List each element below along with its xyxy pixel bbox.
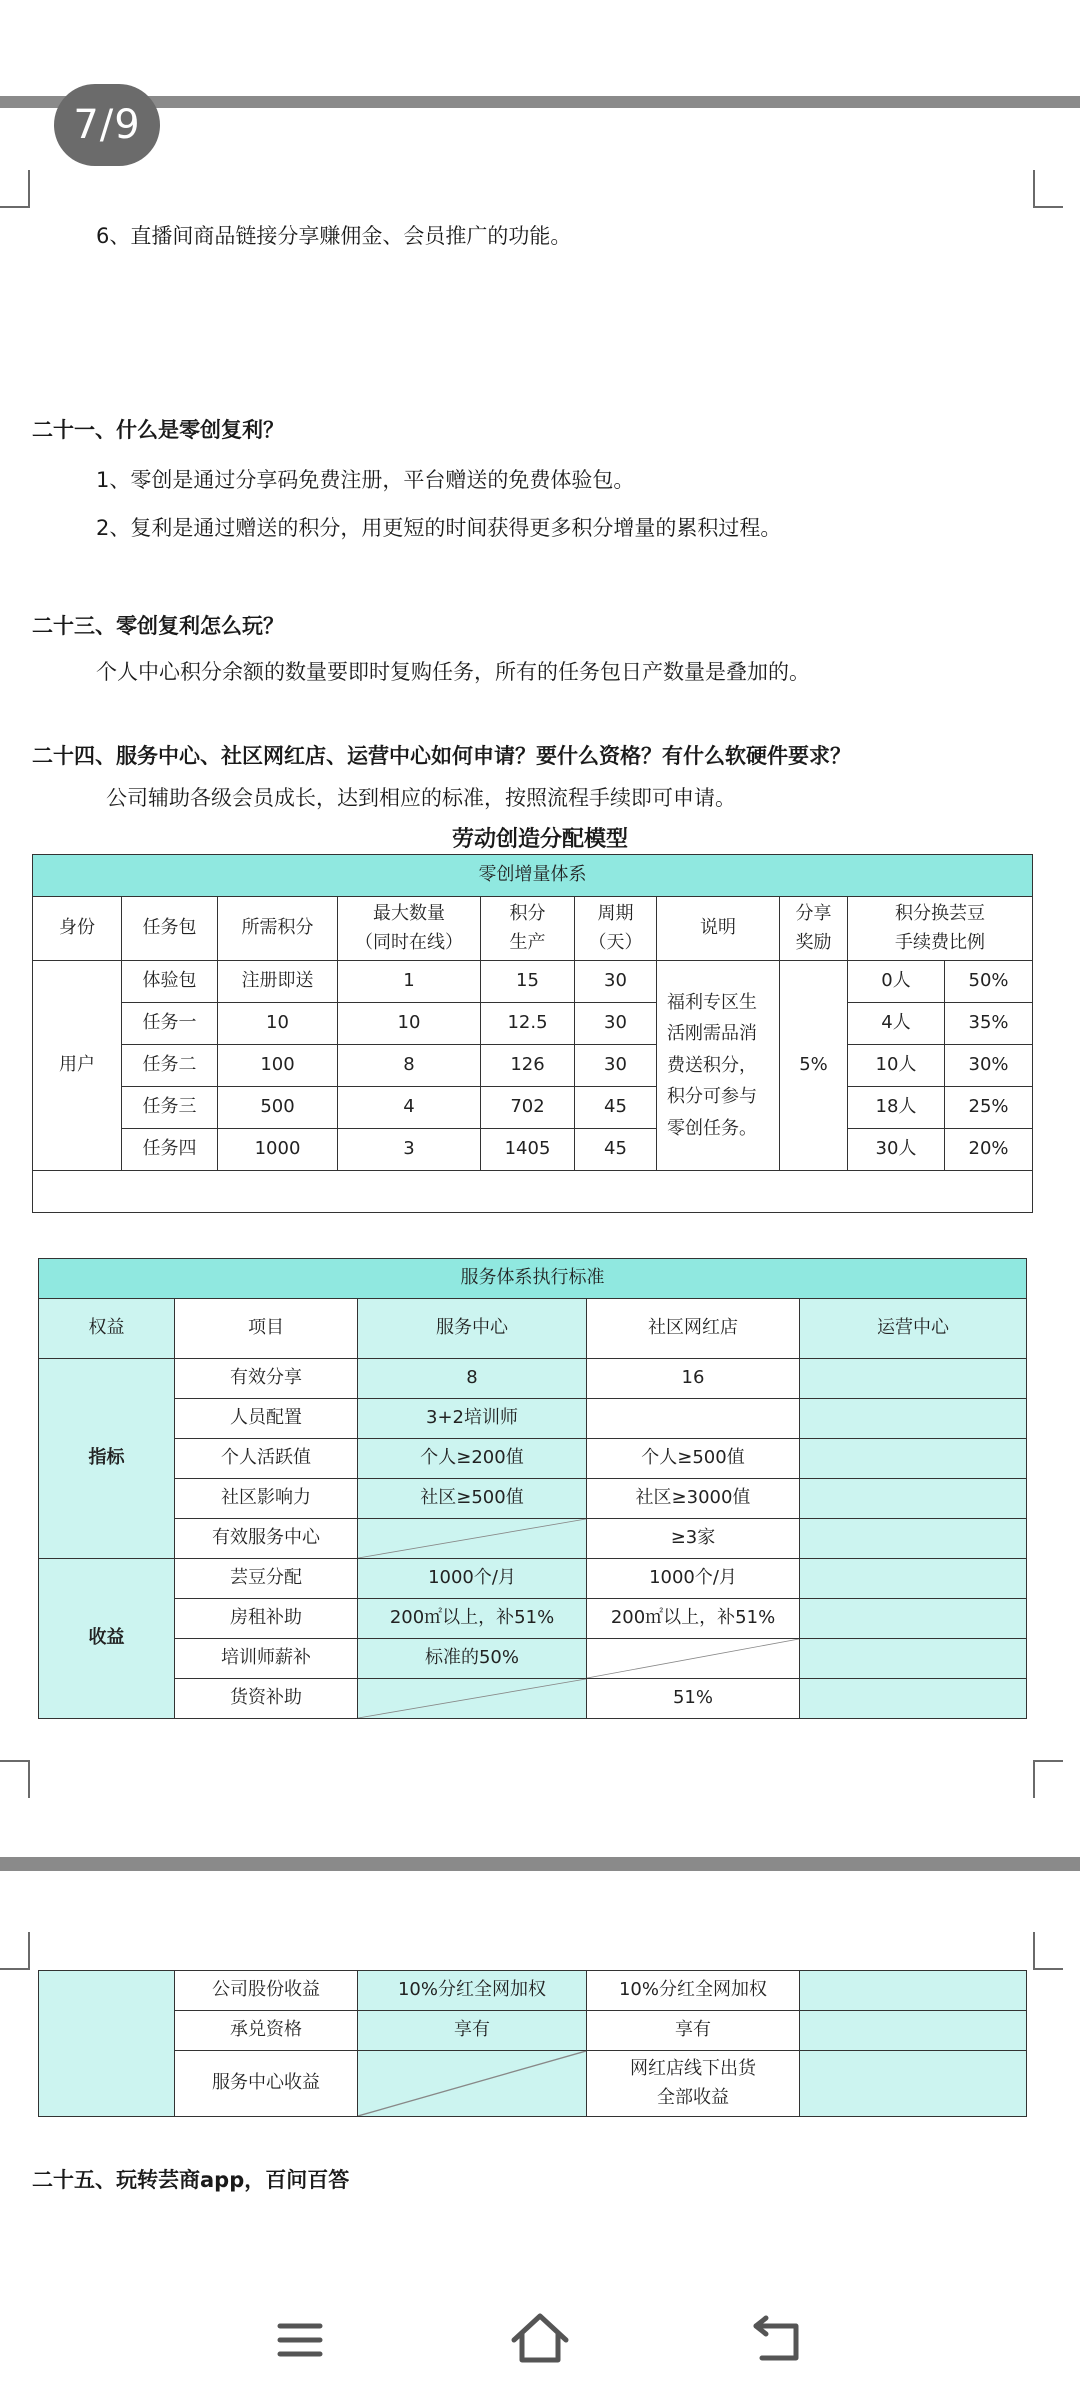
heading-23: 二十三、零创复利怎么玩？ (32, 614, 284, 638)
table-cell: 货资补助 (175, 1679, 358, 1719)
table-cell (800, 1639, 1027, 1679)
table-cell (587, 1399, 800, 1439)
diagonal-line (587, 1639, 799, 1678)
menu-icon (260, 2300, 340, 2380)
page-indicator: 7/9 (54, 84, 160, 166)
table-cell (800, 1439, 1027, 1479)
table-cell (800, 1679, 1027, 1719)
table-cell: 培训师薪补 (175, 1639, 358, 1679)
service-standard-table-continued (38, 1970, 1027, 2117)
paragraph: 1、零创是通过分享码免费注册，平台赠送的免费体验包。 (96, 468, 635, 492)
table-cell: 公司股份收益 (175, 1971, 358, 2011)
table-cell (800, 1359, 1027, 1399)
column-header: 说明 (657, 897, 780, 961)
table-cell: 10%分红全网加权 (358, 1971, 587, 2011)
table-cell: 25% (945, 1087, 1033, 1129)
crop-mark (0, 1932, 30, 1970)
table-cell (800, 2051, 1027, 2117)
home-icon (500, 2300, 580, 2380)
table-cell (800, 1479, 1027, 1519)
diagonal-empty-cell (587, 1639, 800, 1679)
table-cell: 51% (587, 1679, 800, 1719)
table-cell: 30 (575, 1045, 657, 1087)
table-cell: 3 (338, 1129, 481, 1171)
table-cell: 社区影响力 (175, 1479, 358, 1519)
page-separator-top (0, 96, 1080, 108)
column-header: 积分 生产 (481, 897, 575, 961)
table-cell: 50% (945, 961, 1033, 1003)
heading-24: 二十四、服务中心、社区网红店、运营中心如何申请？要什么资格？有什么软硬件要求？ (32, 744, 851, 768)
table-cell: 8 (338, 1045, 481, 1087)
note-cell: 福利专区生活刚需品消费送积分，积分可参与零创任务。 (657, 961, 780, 1171)
column-header: 社区网红店 (587, 1299, 800, 1359)
table-band: 服务体系执行标准 (39, 1259, 1027, 1299)
column-header: 任务包 (122, 897, 218, 961)
table-cell: 1 (338, 961, 481, 1003)
table-cell: 1000个/月 (587, 1559, 800, 1599)
paragraph: 个人中心积分余额的数量要即时复购任务，所有的任务包日产数量是叠加的。 (96, 660, 810, 684)
table-cell: 10%分红全网加权 (587, 1971, 800, 2011)
table-cell: 4 (338, 1087, 481, 1129)
home-button[interactable] (500, 2300, 580, 2380)
share-reward-cell: 5% (780, 961, 848, 1171)
group-cell-indicators: 指标 (39, 1359, 175, 1559)
table-cell: 社区≥3000值 (587, 1479, 800, 1519)
crop-mark (1033, 1760, 1063, 1798)
table-cell: 承兑资格 (175, 2011, 358, 2051)
table-cell (800, 1559, 1027, 1599)
table-cell: 个人≥200值 (358, 1439, 587, 1479)
table-cell: 15 (481, 961, 575, 1003)
paragraph: 公司辅助各级会员成长，达到相应的标准，按照流程手续即可申请。 (106, 786, 736, 810)
table-cell: 30% (945, 1045, 1033, 1087)
table-cell (800, 1599, 1027, 1639)
paragraph: 2、复利是通过赠送的积分，用更短的时间获得更多积分增量的累积过程。 (96, 516, 782, 540)
table-cell: 200㎡以上，补51% (587, 1599, 800, 1639)
service-standard-table (38, 1258, 1027, 1719)
table-cell: 100 (218, 1045, 338, 1087)
column-header: 分享 奖励 (780, 897, 848, 961)
table-cell: 10 (218, 1003, 338, 1045)
column-header: 项目 (175, 1299, 358, 1359)
table-cell: 10 (338, 1003, 481, 1045)
heading-21: 二十一、什么是零创复利？ (32, 418, 284, 442)
back-button[interactable] (740, 2300, 820, 2380)
table-cell: 社区≥500值 (358, 1479, 587, 1519)
allocation-model-table (32, 854, 1033, 1213)
table-cell: 12.5 (481, 1003, 575, 1045)
table-cell: 16 (587, 1359, 800, 1399)
column-header: 运营中心 (800, 1299, 1027, 1359)
table-cell: 1000 (218, 1129, 338, 1171)
table-cell: 注册即送 (218, 961, 338, 1003)
table-cell: 3+2培训师 (358, 1399, 587, 1439)
table-cell: 有效服务中心 (175, 1519, 358, 1559)
diagonal-empty-cell (358, 2051, 587, 2117)
table-cell: ≥3家 (587, 1519, 800, 1559)
table-cell: 有效分享 (175, 1359, 358, 1399)
menu-button[interactable] (260, 2300, 340, 2380)
table-cell: 体验包 (122, 961, 218, 1003)
table-cell: 18人 (848, 1087, 945, 1129)
diagonal-line (358, 1679, 586, 1718)
table-cell: 45 (575, 1129, 657, 1171)
table-cell: 500 (218, 1087, 338, 1129)
system-navigation-bar (0, 2280, 1080, 2400)
table-cell: 8 (358, 1359, 587, 1399)
table-cell (800, 1971, 1027, 2011)
table-cell: 200㎡以上，补51% (358, 1599, 587, 1639)
table-cell: 标准的50% (358, 1639, 587, 1679)
table-cell: 0人 (848, 961, 945, 1003)
table-cell: 35% (945, 1003, 1033, 1045)
diagonal-line (358, 1519, 586, 1558)
table-cell (800, 1519, 1027, 1559)
table-cell (800, 2011, 1027, 2051)
diagonal-empty-cell (358, 1519, 587, 1559)
column-header: 服务中心 (358, 1299, 587, 1359)
heading-25: 二十五、玩转芸商app，百问百答 (32, 2168, 350, 2192)
table-cell: 1405 (481, 1129, 575, 1171)
list-item-6: 6、直播间商品链接分享赚佣金、会员推广的功能。 (96, 224, 572, 248)
column-header: 所需积分 (218, 897, 338, 961)
diagonal-empty-cell (358, 1679, 587, 1719)
table-cell: 任务四 (122, 1129, 218, 1171)
back-icon (740, 2300, 820, 2380)
diagonal-line (358, 2051, 586, 2116)
column-header: 周期 （天） (575, 897, 657, 961)
table-cell: 享有 (358, 2011, 587, 2051)
crop-mark (0, 1760, 30, 1798)
crop-mark (1033, 1932, 1063, 1970)
table-cell: 任务一 (122, 1003, 218, 1045)
table-cell: 个人≥500值 (587, 1439, 800, 1479)
table-title: 劳动创造分配模型 (451, 827, 628, 852)
table-cell: 享有 (587, 2011, 800, 2051)
table-cell: 任务二 (122, 1045, 218, 1087)
table-cell: 45 (575, 1087, 657, 1129)
column-header: 最大数量 （同时在线） (338, 897, 481, 961)
table-cell: 20% (945, 1129, 1033, 1171)
table-cell: 1000个/月 (358, 1559, 587, 1599)
column-header: 积分换芸豆 手续费比例 (848, 897, 1033, 961)
column-header: 身份 (33, 897, 122, 961)
table-cell: 个人活跃值 (175, 1439, 358, 1479)
table-cell: 30 (575, 1003, 657, 1045)
table-cell: 30 (575, 961, 657, 1003)
table-cell: 702 (481, 1087, 575, 1129)
table-cell: 网红店线下出货 全部收益 (587, 2051, 800, 2117)
crop-mark (1033, 170, 1063, 208)
table-cell: 126 (481, 1045, 575, 1087)
table-cell: 房租补助 (175, 1599, 358, 1639)
table-cell: 10人 (848, 1045, 945, 1087)
table-cell: 芸豆分配 (175, 1559, 358, 1599)
table-cell: 人员配置 (175, 1399, 358, 1439)
table-cell: 任务三 (122, 1087, 218, 1129)
table-cell: 服务中心收益 (175, 2051, 358, 2117)
group-cell-revenue: 收益 (39, 1559, 175, 1719)
table-cell: 30人 (848, 1129, 945, 1171)
empty-row (33, 1171, 1033, 1213)
identity-cell: 用户 (33, 961, 122, 1171)
table-cell (800, 1399, 1027, 1439)
column-header: 权益 (39, 1299, 175, 1359)
table-band: 零创增量体系 (33, 855, 1033, 897)
page-separator (0, 1857, 1080, 1871)
table-cell: 4人 (848, 1003, 945, 1045)
crop-mark (0, 170, 30, 208)
group-cell-continued (39, 1971, 175, 2117)
